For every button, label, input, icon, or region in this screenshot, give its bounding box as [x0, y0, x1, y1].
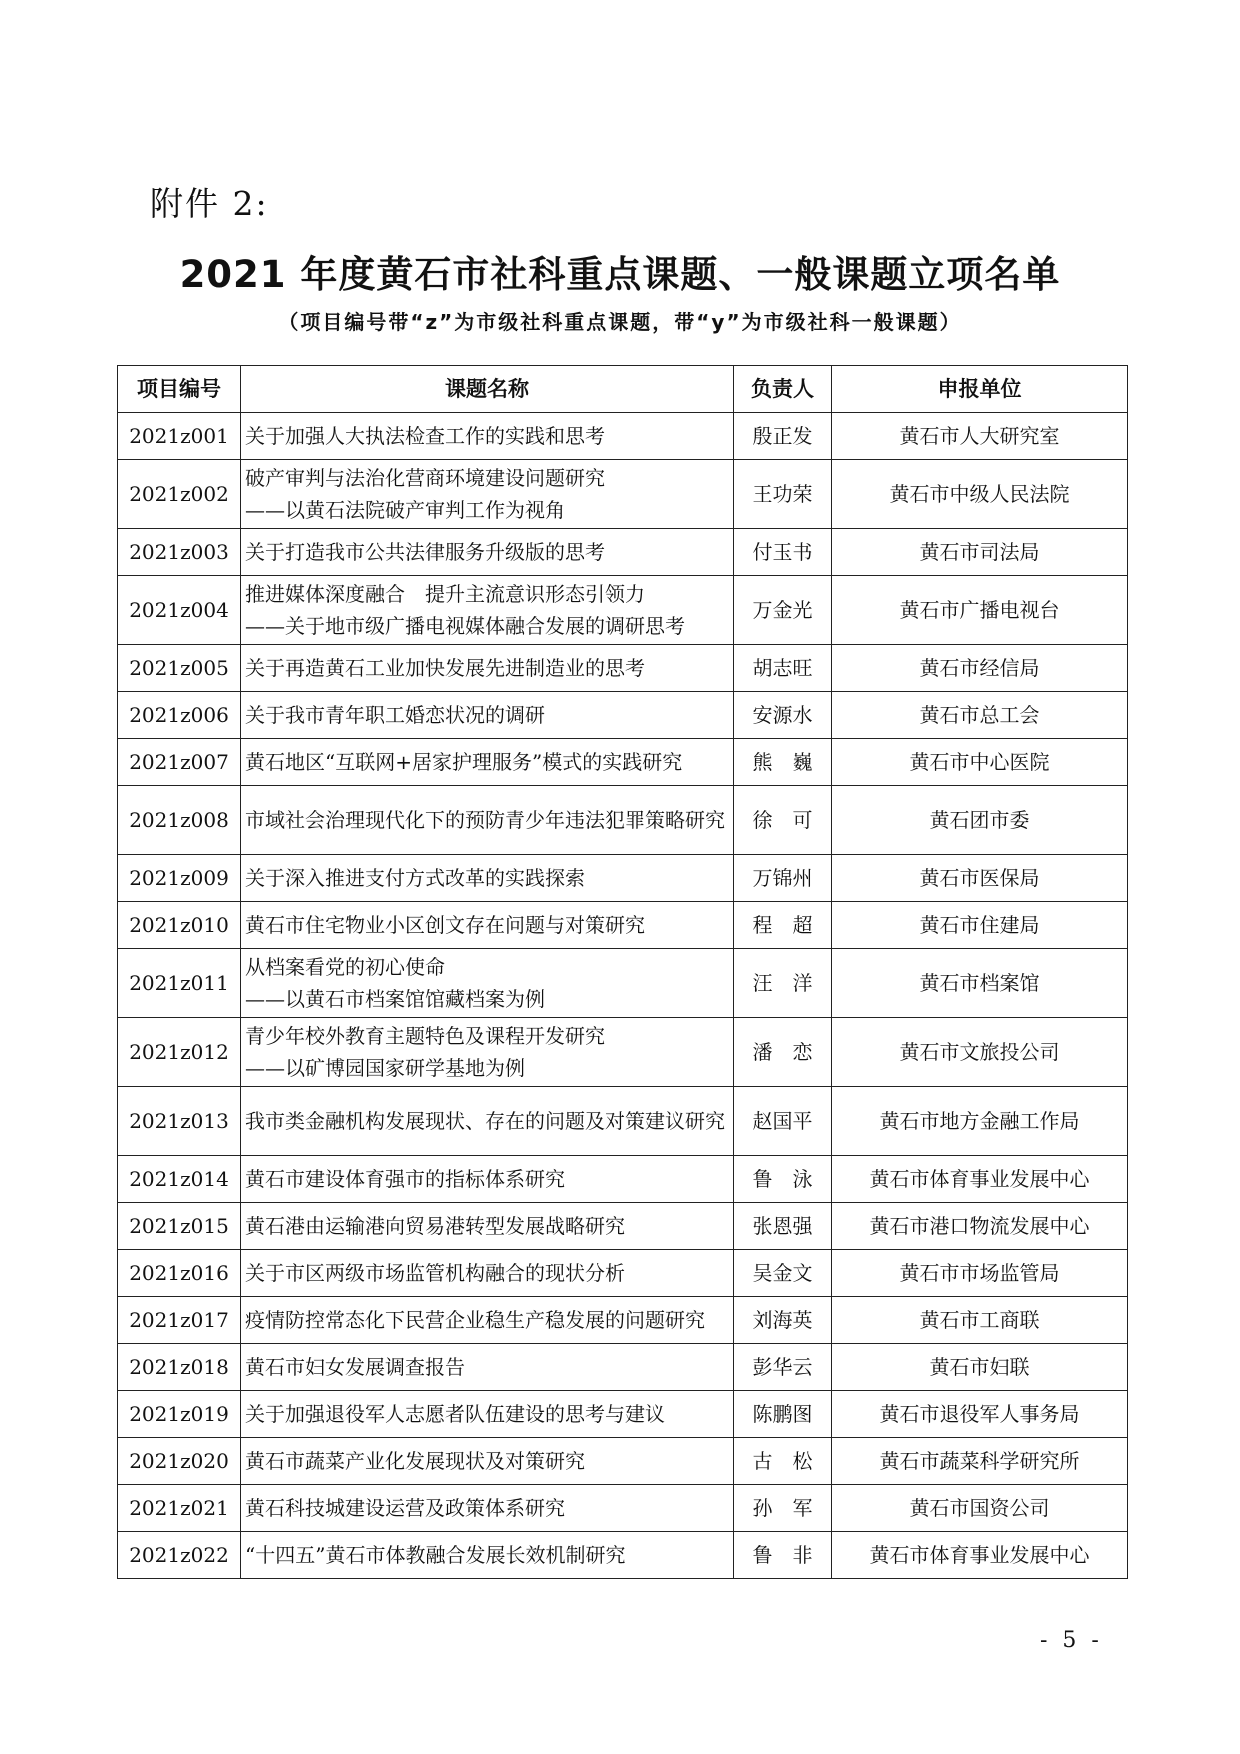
document-subtitle: （项目编号带“z”为市级社科重点课题，带“y”为市级社科一般课题） [278, 310, 962, 334]
cell-code: 2021z019 [118, 1391, 241, 1438]
table-row [118, 1018, 1128, 1087]
cell-unit: 黄石市国资公司 [832, 1485, 1128, 1532]
cell-person: 吴金文 [734, 1250, 832, 1297]
cell-code: 2021z009 [118, 855, 241, 902]
cell-code: 2021z001 [118, 413, 241, 460]
cell-unit: 黄石市退役军人事务局 [832, 1391, 1128, 1438]
cell-topic: 黄石地区“互联网+居家护理服务”模式的实践研究 [241, 739, 734, 786]
table-row [118, 1203, 1128, 1250]
table-row [118, 902, 1128, 949]
cell-person: 孙 军 [734, 1485, 832, 1532]
cell-topic: 推进媒体深度融合 提升主流意识形态引领力 ——关于地市级广播电视媒体融合发展的调研思考 [241, 576, 734, 645]
table-row [118, 1297, 1128, 1344]
cell-unit: 黄石市妇联 [832, 1344, 1128, 1391]
cell-topic: 黄石市建设体育强市的指标体系研究 [241, 1156, 734, 1203]
cell-unit: 黄石市中心医院 [832, 739, 1128, 786]
cell-unit: 黄石市市场监管局 [832, 1250, 1128, 1297]
cell-topic: 黄石市蔬菜产业化发展现状及对策研究 [241, 1438, 734, 1485]
cell-topic: 黄石港由运输港向贸易港转型发展战略研究 [241, 1203, 734, 1250]
cell-code: 2021z020 [118, 1438, 241, 1485]
cell-topic: 关于我市青年职工婚恋状况的调研 [241, 692, 734, 739]
cell-code: 2021z002 [118, 460, 241, 529]
table-row [118, 1087, 1128, 1156]
cell-topic: 关于再造黄石工业加快发展先进制造业的思考 [241, 645, 734, 692]
cell-code: 2021z008 [118, 786, 241, 855]
table-header-row [118, 366, 1128, 413]
cell-code: 2021z006 [118, 692, 241, 739]
table-row [118, 1156, 1128, 1203]
table-row [118, 413, 1128, 460]
cell-topic: 疫情防控常态化下民营企业稳生产稳发展的问题研究 [241, 1297, 734, 1344]
cell-person: 赵国平 [734, 1087, 832, 1156]
cell-person: 潘 恋 [734, 1018, 832, 1087]
cell-code: 2021z015 [118, 1203, 241, 1250]
table-row [118, 1344, 1128, 1391]
attachment-label: 附件 2: [150, 184, 269, 223]
cell-topic: 关于深入推进支付方式改革的实践探索 [241, 855, 734, 902]
cell-person: 殷正发 [734, 413, 832, 460]
cell-person: 程 超 [734, 902, 832, 949]
cell-unit: 黄石市广播电视台 [832, 576, 1128, 645]
cell-person: 陈鹏图 [734, 1391, 832, 1438]
cell-topic: 我市类金融机构发展现状、存在的问题及对策建议研究 [241, 1087, 734, 1156]
cell-topic: “十四五”黄石市体教融合发展长效机制研究 [241, 1532, 734, 1579]
cell-topic: 关于加强人大执法检查工作的实践和思考 [241, 413, 734, 460]
cell-code: 2021z013 [118, 1087, 241, 1156]
cell-person: 刘海英 [734, 1297, 832, 1344]
header-person: 负责人 [734, 366, 832, 413]
cell-person: 万金光 [734, 576, 832, 645]
cell-person: 鲁 泳 [734, 1156, 832, 1203]
cell-person: 汪 洋 [734, 949, 832, 1018]
table-row [118, 692, 1128, 739]
table-row [118, 1250, 1128, 1297]
cell-unit: 黄石市医保局 [832, 855, 1128, 902]
cell-topic: 关于打造我市公共法律服务升级版的思考 [241, 529, 734, 576]
cell-person: 彭华云 [734, 1344, 832, 1391]
cell-topic: 黄石科技城建设运营及政策体系研究 [241, 1485, 734, 1532]
document-title: 2021 年度黄石市社科重点课题、一般课题立项名单 [179, 253, 1061, 296]
cell-unit: 黄石市蔬菜科学研究所 [832, 1438, 1128, 1485]
cell-unit: 黄石市档案馆 [832, 949, 1128, 1018]
cell-topic: 黄石市妇女发展调查报告 [241, 1344, 734, 1391]
cell-topic: 市域社会治理现代化下的预防青少年违法犯罪策略研究 [241, 786, 734, 855]
cell-code: 2021z017 [118, 1297, 241, 1344]
cell-person: 安源水 [734, 692, 832, 739]
cell-unit: 黄石市港口物流发展中心 [832, 1203, 1128, 1250]
table-row [118, 855, 1128, 902]
cell-person: 张恩强 [734, 1203, 832, 1250]
cell-person: 徐 可 [734, 786, 832, 855]
cell-code: 2021z016 [118, 1250, 241, 1297]
table-row [118, 949, 1128, 1018]
cell-code: 2021z021 [118, 1485, 241, 1532]
header-topic: 课题名称 [241, 366, 734, 413]
header-unit: 申报单位 [832, 366, 1128, 413]
cell-person: 鲁 非 [734, 1532, 832, 1579]
cell-person: 万锦州 [734, 855, 832, 902]
cell-unit: 黄石市经信局 [832, 645, 1128, 692]
cell-unit: 黄石市住建局 [832, 902, 1128, 949]
cell-person: 王功荣 [734, 460, 832, 529]
cell-person: 付玉书 [734, 529, 832, 576]
cell-topic: 从档案看党的初心使命 ——以黄石市档案馆馆藏档案为例 [241, 949, 734, 1018]
table-row [118, 529, 1128, 576]
cell-code: 2021z004 [118, 576, 241, 645]
cell-topic: 关于加强退役军人志愿者队伍建设的思考与建议 [241, 1391, 734, 1438]
cell-code: 2021z007 [118, 739, 241, 786]
cell-unit: 黄石市中级人民法院 [832, 460, 1128, 529]
table-row [118, 645, 1128, 692]
header-code: 项目编号 [118, 366, 241, 413]
cell-person: 熊 巍 [734, 739, 832, 786]
cell-unit: 黄石团市委 [832, 786, 1128, 855]
cell-code: 2021z014 [118, 1156, 241, 1203]
cell-topic: 关于市区两级市场监管机构融合的现状分析 [241, 1250, 734, 1297]
table-row [118, 786, 1128, 855]
table-row [118, 1532, 1128, 1579]
cell-topic: 青少年校外教育主题特色及课程开发研究 ——以矿博园国家研学基地为例 [241, 1018, 734, 1087]
table-row [118, 460, 1128, 529]
cell-topic: 黄石市住宅物业小区创文存在问题与对策研究 [241, 902, 734, 949]
cell-code: 2021z005 [118, 645, 241, 692]
cell-unit: 黄石市司法局 [832, 529, 1128, 576]
project-table [117, 365, 1128, 1579]
cell-unit: 黄石市体育事业发展中心 [832, 1156, 1128, 1203]
cell-unit: 黄石市工商联 [832, 1297, 1128, 1344]
table-row [118, 1485, 1128, 1532]
table-row [118, 1438, 1128, 1485]
cell-unit: 黄石市文旅投公司 [832, 1018, 1128, 1087]
cell-code: 2021z022 [118, 1532, 241, 1579]
cell-code: 2021z003 [118, 529, 241, 576]
cell-person: 古 松 [734, 1438, 832, 1485]
cell-unit: 黄石市人大研究室 [832, 413, 1128, 460]
cell-unit: 黄石市地方金融工作局 [832, 1087, 1128, 1156]
cell-person: 胡志旺 [734, 645, 832, 692]
cell-code: 2021z011 [118, 949, 241, 1018]
table-row [118, 739, 1128, 786]
table-row [118, 1391, 1128, 1438]
cell-topic: 破产审判与法治化营商环境建设问题研究 ——以黄石法院破产审判工作为视角 [241, 460, 734, 529]
table-row [118, 576, 1128, 645]
cell-code: 2021z018 [118, 1344, 241, 1391]
cell-unit: 黄石市总工会 [832, 692, 1128, 739]
cell-code: 2021z012 [118, 1018, 241, 1087]
cell-code: 2021z010 [118, 902, 241, 949]
cell-unit: 黄石市体育事业发展中心 [832, 1532, 1128, 1579]
page-number: - 5 - [1040, 1628, 1103, 1653]
